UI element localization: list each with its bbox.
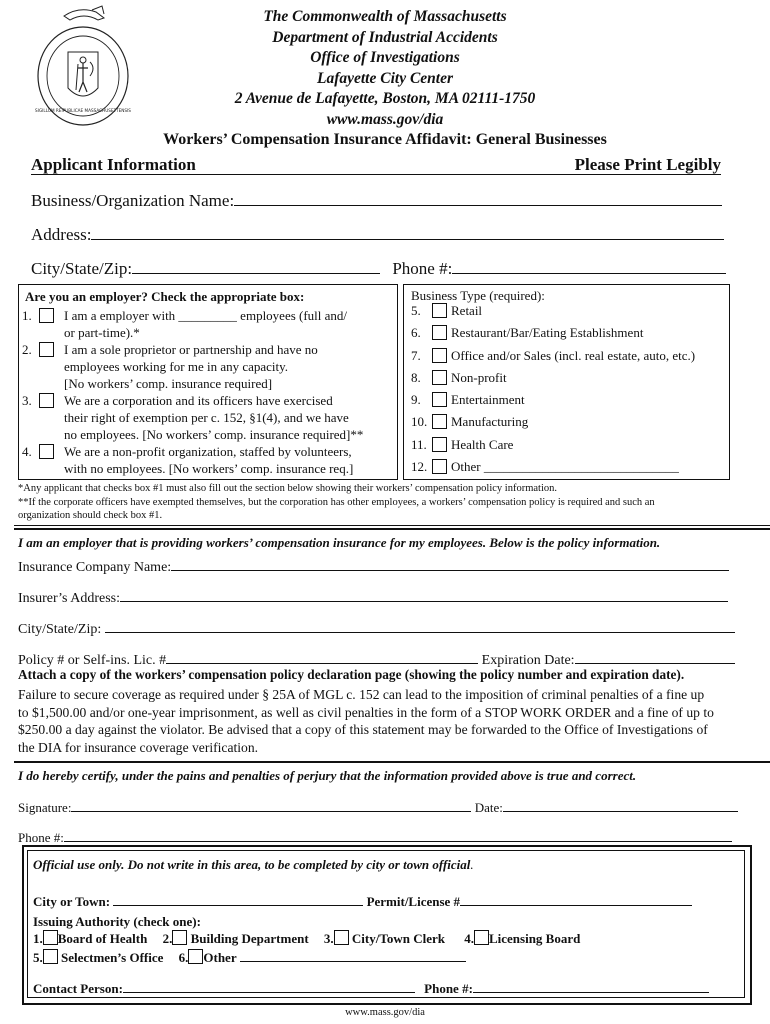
- permit-label: Permit/License #: [366, 894, 461, 909]
- option-num: 2.: [22, 342, 32, 357]
- certify-phone-row: [18, 827, 732, 846]
- header-line-4: Lafayette City Center: [316, 69, 454, 87]
- header: [130, 7, 640, 130]
- type-label: Retail: [451, 303, 483, 318]
- opt-num: 2.: [162, 931, 173, 946]
- header-line-5: 2 Avenue de Lafayette, Boston, MA 02111-1750: [234, 90, 536, 107]
- type-label: Manufacturing: [451, 414, 529, 430]
- policy-number-label: Policy # or Self-ins. Lic. #: [18, 653, 167, 668]
- type-checkbox-6[interactable]: [432, 325, 447, 340]
- option-line: I am a sole proprietor or partnership and have no: [64, 342, 318, 357]
- header-line-2: Department of Industrial Accidents: [272, 28, 498, 46]
- employer-option-4: [22, 443, 394, 477]
- selectmen-label: Selectmen’s Office: [61, 950, 164, 965]
- insurance-company-field[interactable]: [171, 556, 729, 571]
- policy-csz-row: [18, 618, 735, 638]
- applicant-heading: Applicant Information: [31, 155, 196, 174]
- other-label: Other: [203, 950, 237, 965]
- opt-num: 5.: [33, 950, 43, 965]
- type-num: 8.: [411, 369, 421, 385]
- insurance-company-row: [18, 556, 729, 576]
- divider: [14, 761, 770, 763]
- business-type-12: [411, 458, 727, 480]
- official-heading-text: Official use only. Do not write in this area, to be completed by city or town official: [33, 857, 471, 872]
- city-town-label: City or Town:: [33, 894, 111, 909]
- phone-field[interactable]: [452, 259, 726, 274]
- employer-checkbox-4[interactable]: [39, 444, 54, 459]
- business-name-label: Business/Organization Name:: [31, 191, 235, 210]
- policy-number-field[interactable]: [166, 649, 478, 664]
- opt-num: 6.: [178, 950, 189, 965]
- board-of-health-checkbox[interactable]: [43, 930, 58, 945]
- applicant-heading-bar: [31, 155, 721, 175]
- board-of-health-label: Board of Health: [57, 931, 148, 946]
- building-dept-checkbox[interactable]: [172, 930, 187, 945]
- type-checkbox-11[interactable]: [432, 437, 447, 452]
- business-type-9: [411, 391, 727, 413]
- employer-options: [22, 307, 394, 477]
- option-line: We are a non-profit organization, staffed by volunteers,: [64, 444, 352, 459]
- insurance-company-label: Insurance Company Name:: [18, 560, 172, 575]
- employer-question: Are you an employer? Check the appropriate box:: [25, 289, 305, 304]
- form-title: Workers’ Compensation Insurance Affidavit: General Businesses: [163, 131, 607, 148]
- option-line: no employees. [No workers’ comp. insurance required]**: [64, 427, 364, 442]
- policy-csz-field[interactable]: [105, 618, 735, 633]
- footnote-2b: organization should check box #1.: [18, 510, 163, 521]
- issuing-row-2: [33, 947, 466, 966]
- type-num: 5.: [411, 303, 421, 318]
- contact-person-label: Contact Person:: [33, 981, 123, 996]
- option-line: I am a employer with _________ employees (full and/: [64, 308, 348, 323]
- policy-csz-label: City/State/Zip:: [18, 622, 102, 637]
- date-field[interactable]: [503, 797, 738, 812]
- business-type-6: [411, 324, 727, 346]
- certify-phone-field[interactable]: [64, 827, 732, 842]
- type-checkbox-8[interactable]: [432, 370, 447, 385]
- official-phone-field[interactable]: [473, 978, 709, 993]
- divider: [14, 528, 770, 530]
- address-row: [31, 225, 724, 245]
- footnotes: [18, 482, 758, 523]
- town-clerk-checkbox[interactable]: [334, 930, 349, 945]
- warning-text: [18, 686, 763, 756]
- business-type-7: [411, 347, 727, 369]
- employer-checkbox-2[interactable]: [39, 342, 54, 357]
- employer-checkbox-3[interactable]: [39, 393, 54, 408]
- type-num: 9.: [411, 392, 421, 408]
- type-checkbox-10[interactable]: [432, 414, 447, 429]
- type-num: 10.: [411, 414, 428, 430]
- business-type-10: [411, 413, 727, 435]
- divider: [14, 525, 770, 526]
- employer-checkbox-1[interactable]: [39, 308, 54, 323]
- attach-note: Attach a copy of the workers’ compensation policy declaration page (showing the policy number and expiration date).: [18, 667, 685, 682]
- business-type-8: [411, 369, 727, 391]
- selectmen-checkbox[interactable]: [43, 949, 58, 964]
- type-label: Restaurant/Bar/Eating Establishment: [451, 325, 644, 341]
- insurer-address-row: [18, 587, 728, 607]
- opt-num: 4.: [464, 931, 474, 946]
- opt-num: 1.: [33, 931, 43, 946]
- expiration-label: Expiration Date:: [481, 653, 575, 668]
- city-state-zip-row: [31, 259, 726, 279]
- city-town-field[interactable]: [113, 891, 363, 906]
- employer-option-2: [22, 341, 394, 392]
- warning-line: $250.00 a day against the violator. Be advised that a copy of this statement may be forwarded to the Office of Investigations of: [18, 722, 708, 737]
- type-label: Office and/or Sales (incl. real estate, auto, etc.): [451, 347, 696, 363]
- option-num: 4.: [22, 444, 32, 459]
- opt-num: 3.: [323, 931, 334, 946]
- official-city-row: [33, 891, 692, 910]
- building-dept-label: Building Department: [190, 931, 309, 946]
- warning-line: Failure to secure coverage as required under § 25A of MGL c. 152 can lead to the imposition of criminal penalties of a fine up: [18, 687, 705, 702]
- address-label: Address:: [31, 225, 92, 244]
- type-num: 6.: [411, 325, 421, 341]
- expiration-field[interactable]: [575, 649, 735, 664]
- seal-motto: SIGILLUM REIPUBLICAE MASSACHUSETTENSIS: [35, 108, 131, 113]
- certify-text: I do hereby certify, under the pains and penalties of perjury that the information provided above is true and correct.: [18, 768, 637, 783]
- type-label: Health Care: [451, 436, 514, 452]
- employer-option-3: [22, 392, 394, 443]
- contact-row: [33, 978, 709, 997]
- business-type-list: [411, 302, 727, 480]
- type-label: Entertainment: [451, 392, 525, 408]
- other-field[interactable]: [240, 947, 466, 962]
- business-name-row: [31, 191, 722, 211]
- certify-phone-label: Phone #:: [18, 830, 64, 845]
- header-line-3: Office of Investigations: [310, 49, 460, 66]
- option-num: 1.: [22, 308, 32, 323]
- option-line: employees working for me in any capacity.: [64, 359, 289, 374]
- employer-option-1: [22, 307, 394, 341]
- option-line: [No workers’ comp. insurance required]: [64, 376, 273, 391]
- type-checkbox-5[interactable]: [432, 303, 447, 318]
- licensing-board-checkbox[interactable]: [474, 930, 489, 945]
- type-label: Other ______________________________: [451, 459, 679, 475]
- type-label: Non-profit: [451, 369, 507, 385]
- issuing-label: Issuing Authority (check one):: [33, 914, 201, 929]
- type-checkbox-9[interactable]: [432, 392, 447, 407]
- footnote-1: *Any applicant that checks box #1 must also fill out the section below showing their workers’ compensation policy information.: [18, 483, 557, 494]
- footer-url: www.mass.gov/dia: [345, 1007, 425, 1018]
- footnote-2a: **If the corporate officers have exempted themselves, but the corporation has other employees, a workers’ compensation policy is required and such an: [18, 496, 655, 508]
- warning-line: the DIA for insurance coverage verification.: [18, 739, 259, 755]
- csz-field[interactable]: [132, 259, 380, 274]
- issuing-row-1: [33, 930, 580, 947]
- type-checkbox-12[interactable]: [432, 459, 447, 474]
- business-type-11: [411, 436, 727, 458]
- business-name-field[interactable]: [234, 191, 722, 206]
- option-num: 3.: [22, 393, 32, 408]
- warning-line: to $1,500.00 and/or one-year imprisonment, as well as civil penalties in the form of a STOP WORK ORDER and a fine of up to: [18, 704, 714, 720]
- header-line-6: www.mass.gov/dia: [326, 110, 444, 128]
- option-line: or part-time).*: [64, 325, 140, 340]
- print-legibly-note: Please Print Legibly: [574, 155, 721, 174]
- policy-heading: I am an employer that is providing workers’ compensation insurance for my employees. Below is the policy information.: [18, 535, 661, 550]
- option-line: their right of exemption per c. 152, §1(4), and we have: [64, 410, 349, 425]
- address-field[interactable]: [91, 225, 724, 240]
- insurer-address-field[interactable]: [120, 587, 728, 602]
- type-num: 12.: [411, 459, 428, 475]
- business-type-heading: Business Type (required):: [411, 288, 545, 303]
- signature-row: [18, 797, 738, 816]
- business-type-5: [411, 302, 727, 324]
- date-label: Date:: [474, 800, 503, 815]
- signature-label: Signature:: [18, 800, 72, 815]
- official-heading: Official use only. Do not write in this area, to be completed by city or town official.: [33, 857, 474, 872]
- type-checkbox-7[interactable]: [432, 348, 447, 363]
- signature-field[interactable]: [71, 797, 471, 812]
- insurer-address-label: Insurer’s Address:: [18, 591, 121, 606]
- massachusetts-seal: [34, 4, 132, 128]
- option-line: with no employees. [No workers’ comp. insurance req.]: [64, 461, 354, 476]
- other-checkbox[interactable]: [188, 949, 203, 964]
- header-line-1: The Commonwealth of Massachusetts: [263, 8, 507, 25]
- permit-field[interactable]: [460, 891, 692, 906]
- town-clerk-label: City/Town Clerk: [351, 931, 445, 946]
- official-phone-label: Phone #:: [424, 981, 473, 996]
- licensing-board-label: Licensing Board: [488, 931, 581, 946]
- contact-person-field[interactable]: [123, 978, 415, 993]
- type-num: 7.: [411, 347, 421, 363]
- type-num: 11.: [411, 436, 427, 452]
- option-line: We are a corporation and its officers have exercised: [64, 393, 333, 408]
- csz-label: City/State/Zip:: [31, 259, 133, 278]
- phone-label: Phone #:: [392, 259, 453, 278]
